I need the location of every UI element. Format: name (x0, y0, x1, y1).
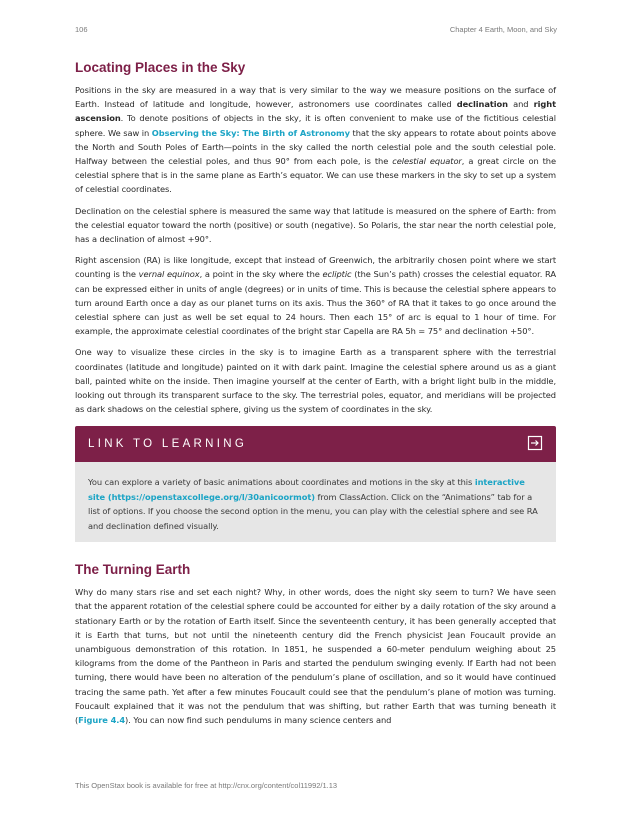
paragraph-turning-earth (75, 585, 556, 727)
paragraph-visualize: One way to visualize these circles in the sky is to imagine Earth as a transparent sphere with the terrestrial coordinates (latitude and longitude) painted on it with dark paint. Imagine the celestial sphere around us as a giant ball, painted white on the inside. Then imagine yourself at the center of Earth, with a bright light bulb in the middle, looking out through its transparent surface to the sky. The terrestrial poles, equator, and meridians will be projected as dark shadows on the celestial sphere, giving us the system of coordinates in the sky. (75, 347, 556, 415)
term-declination: declination (456, 99, 508, 110)
section-title-locating: Locating Places in the Sky (75, 60, 246, 75)
page-number: 106 (75, 25, 88, 34)
term-ecliptic: ecliptic (322, 269, 352, 280)
text-span: (the Sun’s path) crosses the celestial equator. RA can be expressed either in units of angle (degrees) or in units of time. This is because the celestial sphere appears to turn around Earth once a day as our planet turns on its axis. Thus the 360° of RA that it takes to go once around the celestial sphere can just as well be set equal to 24 hours. Then each 15° of arc is equal to 1 hour of time. For example, the approximate celestial coordinates of the bright star Capella are RA 5h = 75° and declination +50°. (75, 269, 556, 337)
text-span: You can explore a variety of basic animations about coordinates and motions in the sky at this (88, 477, 475, 488)
term-celestial-equator: celestial equator (392, 156, 462, 167)
page-footer: This OpenStax book is available for free at http://cnx.org/content/col11992/1.13 (75, 781, 338, 790)
text-span: and (507, 99, 534, 110)
paragraph-coordinates-intro (75, 83, 556, 197)
term-right-ascension: right ascension (75, 99, 556, 124)
text-span: . To denote positions of objects in the sky, it is often convenient to make use of the fictitious celestial sphere. We saw in (75, 113, 556, 138)
text-span: , a great circle on the celestial sphere that is in the same plane as Earth’s equator. We can use these markers in the sky to set up a system of celestial coordinates. (75, 156, 557, 195)
section-title-turning-earth: The Turning Earth (75, 562, 191, 578)
link-to-learning-callout (75, 426, 556, 542)
text-span: Right ascension (RA) is like longitude, except that instead of Greenwich, the arbitrarily chosen point where we start counting is the (75, 255, 556, 280)
callout-header (75, 426, 556, 462)
link-interactive-site[interactable]: interactive site (https://openstaxcollege.org/l/30anicoormot) (88, 477, 525, 502)
text-span: ). You can now find such pendulums in many science centers and (125, 714, 392, 725)
main-content (75, 59, 556, 734)
callout-title: LINK TO LEARNING (88, 438, 248, 451)
chapter-title: Chapter 4 Earth, Moon, and Sky (449, 25, 557, 34)
text-span: that the sky appears to rotate about points above the North and South Poles of Earth—points in the sky called the north celestial pole and the south celestial pole. Halfway between the celestial poles, and thus 90° from each pole, is the (75, 127, 556, 167)
paragraph-right-ascension (75, 253, 556, 338)
text-span: Positions in the sky are measured in a way that is very similar to the way we measure positions on the surface of Earth. Instead of latitude and longitude, however, astronomers use coordinates called (75, 85, 556, 110)
term-vernal-equinox: vernal equinox (138, 269, 200, 280)
text-span: , a point in the sky where the (199, 269, 323, 280)
callout-body (75, 462, 556, 542)
text-span: Why do many stars rise and set each night? Why, in other words, does the night sky seem to turn? We have seen that the apparent rotation of the celestial sphere could be accounted for either by a daily rotation of the sky around a stationary Earth or by the rotation of Earth itself. Since the seventeenth century, it has been generally accepted that it is Earth that turns, but not until the nineteenth century did the French physicist Jean Foucault provide an unambiguous demonstration of this rotation. In 1851, he suspended a 60-meter pendulum weighing about 25 kilograms from the dome of the Pantheon in Paris and started the pendulum swinging evenly. If Earth had not been turning, there would have been no alteration of the pendulum’s plane of oscillation, and so it would have continued tracing the same path. Yet after a few minutes Foucault could see that the pendulum’s plane of motion was turning. Foucault explained that it was not the pendulum that was shifting, but rather Earth that was turning beneath it ( (75, 587, 556, 725)
text-span: from ClassAction. Click on the “Animations” tab for a list of options. If you choose the second option in the menu, you can play with the celestial sphere and see RA and declination defined visually. (88, 491, 538, 531)
link-observing-the-sky[interactable]: Observing the Sky: The Birth of Astronomy (151, 127, 350, 138)
link-figure-4-4[interactable]: Figure 4.4 (78, 714, 126, 725)
paragraph-declination: Declination on the celestial sphere is measured the same way that latitude is measured on the sphere of Earth: from the celestial equator toward the north (positive) or south (negative). So Polaris, the star near the north celestial pole, has a declination of almost +90°. (75, 205, 556, 245)
page-header (75, 25, 557, 34)
callout-text (88, 475, 543, 533)
external-link-icon[interactable] (527, 435, 543, 451)
